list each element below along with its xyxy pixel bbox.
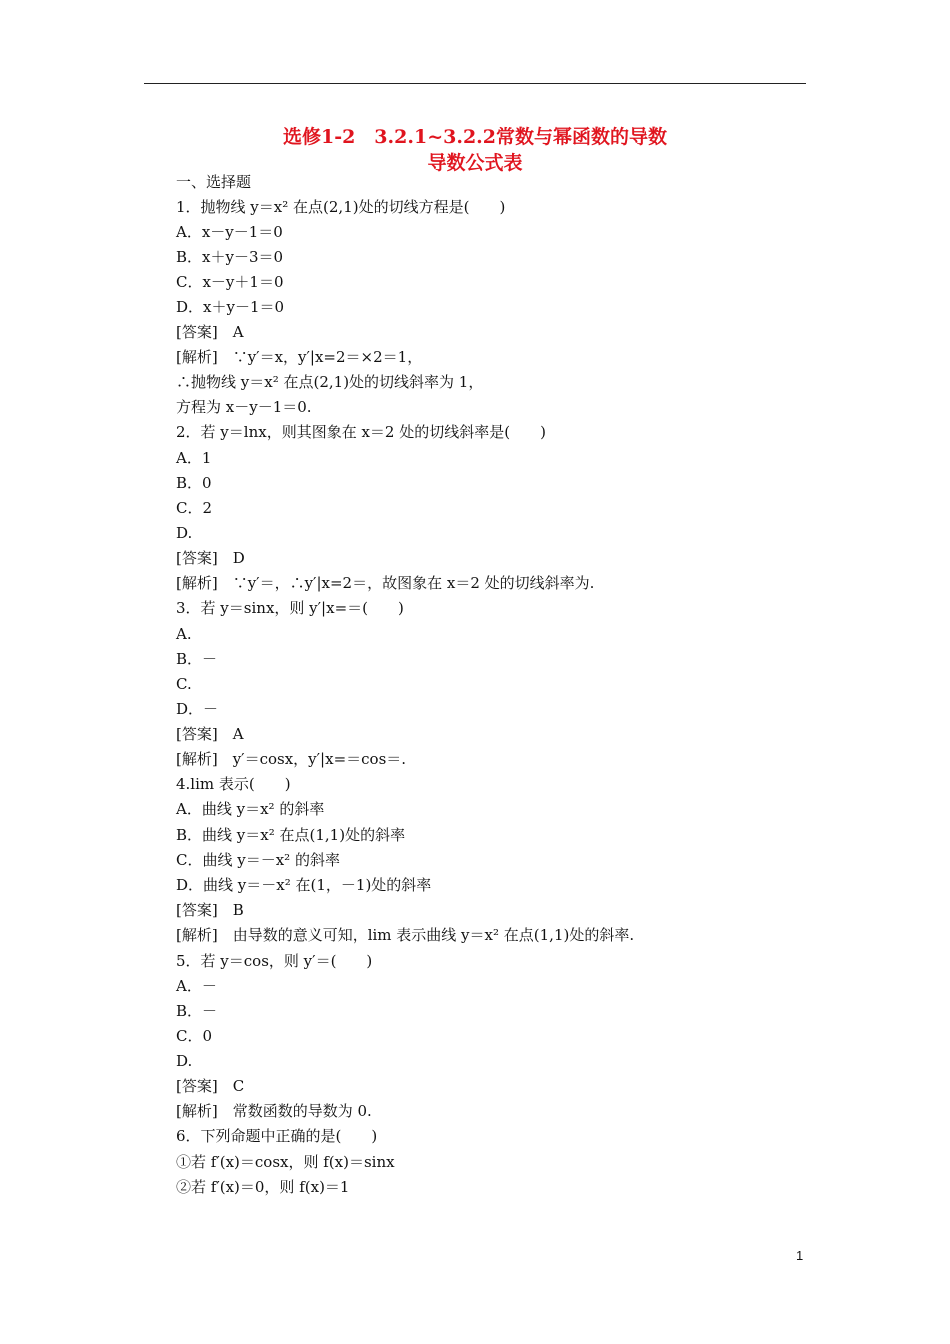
q3-answer: [答案] A — [176, 725, 244, 743]
question-3: 3．若 y＝sinx，则 y′|x=＝( ) — [176, 599, 404, 617]
q3-option-b: B．－ — [176, 650, 218, 668]
q1-explanation-2: ∴抛物线 y＝x² 在点(2,1)处的切线斜率为 1， — [176, 373, 484, 391]
q6-statement-2: ②若 f′(x)＝0，则 f(x)＝1 — [176, 1178, 350, 1196]
q1-explanation-1: [解析] ∵y′＝x，y′|x=2＝×2＝1， — [176, 348, 423, 366]
q1-explanation-3: 方程为 x－y－1＝0. — [176, 398, 312, 416]
section-heading: 一、选择题 — [176, 173, 252, 191]
q2-option-d: D. — [176, 524, 193, 542]
q1-option-d: D．x＋y－1＝0 — [176, 298, 285, 316]
q1-option-b: B．x＋y－3＝0 — [176, 248, 284, 266]
q4-option-a: A．曲线 y＝x² 的斜率 — [176, 800, 325, 818]
question-1: 1．抛物线 y＝x² 在点(2,1)处的切线方程是( ) — [176, 198, 506, 216]
q3-explanation: [解析] y′＝cosx，y′|x=＝cos＝. — [176, 750, 407, 768]
q2-option-a: A．1 — [176, 449, 212, 467]
q4-option-d: D．曲线 y＝－x² 在(1，－1)处的斜率 — [176, 876, 432, 894]
q5-option-b: B．－ — [176, 1002, 218, 1020]
q3-option-c: C. — [176, 675, 192, 693]
q1-option-a: A．x－y－1＝0 — [176, 223, 283, 241]
page-number: 1 — [796, 1248, 804, 1263]
q6-statement-1: ①若 f′(x)＝cosx，则 f(x)＝sinx — [176, 1153, 395, 1171]
q4-answer: [答案] B — [176, 901, 244, 919]
title-line-2: 导数公式表 — [427, 152, 523, 174]
q2-answer: [答案] D — [176, 549, 245, 567]
q5-explanation: [解析] 常数函数的导数为 0. — [176, 1102, 372, 1120]
q2-option-c: C．2 — [176, 499, 213, 517]
title-line-1: 选修1-2 3.2.1~3.2.2常数与幂函数的导数 — [282, 126, 668, 148]
q5-answer: [答案] C — [176, 1077, 245, 1095]
q4-explanation: [解析] 由导数的意义可知，lim 表示曲线 y＝x² 在点(1,1)处的斜率. — [176, 926, 635, 944]
q2-explanation: [解析] ∵y′＝，∴y′|x=2＝，故图象在 x＝2 处的切线斜率为. — [176, 574, 595, 592]
q3-option-d: D．－ — [176, 700, 219, 718]
q5-option-a: A．－ — [176, 977, 217, 995]
q1-option-c: C．x－y＋1＝0 — [176, 273, 284, 291]
q1-answer: [答案] A — [176, 323, 244, 341]
question-2: 2．若 y＝lnx，则其图象在 x＝2 处的切线斜率是( ) — [176, 423, 546, 441]
q4-option-b: B．曲线 y＝x² 在点(1,1)处的斜率 — [176, 826, 406, 844]
question-5: 5．若 y＝cos，则 y′＝( ) — [176, 952, 373, 970]
q3-option-a: A. — [176, 625, 192, 643]
q5-option-d: D. — [176, 1052, 193, 1070]
question-6: 6．下列命题中正确的是( ) — [176, 1127, 378, 1145]
q2-option-b: B．0 — [176, 474, 212, 492]
q5-option-c: C．0 — [176, 1027, 213, 1045]
question-4: 4.lim 表示( ) — [176, 775, 291, 793]
q4-option-c: C．曲线 y＝－x² 的斜率 — [176, 851, 340, 869]
header-rule — [144, 83, 806, 84]
